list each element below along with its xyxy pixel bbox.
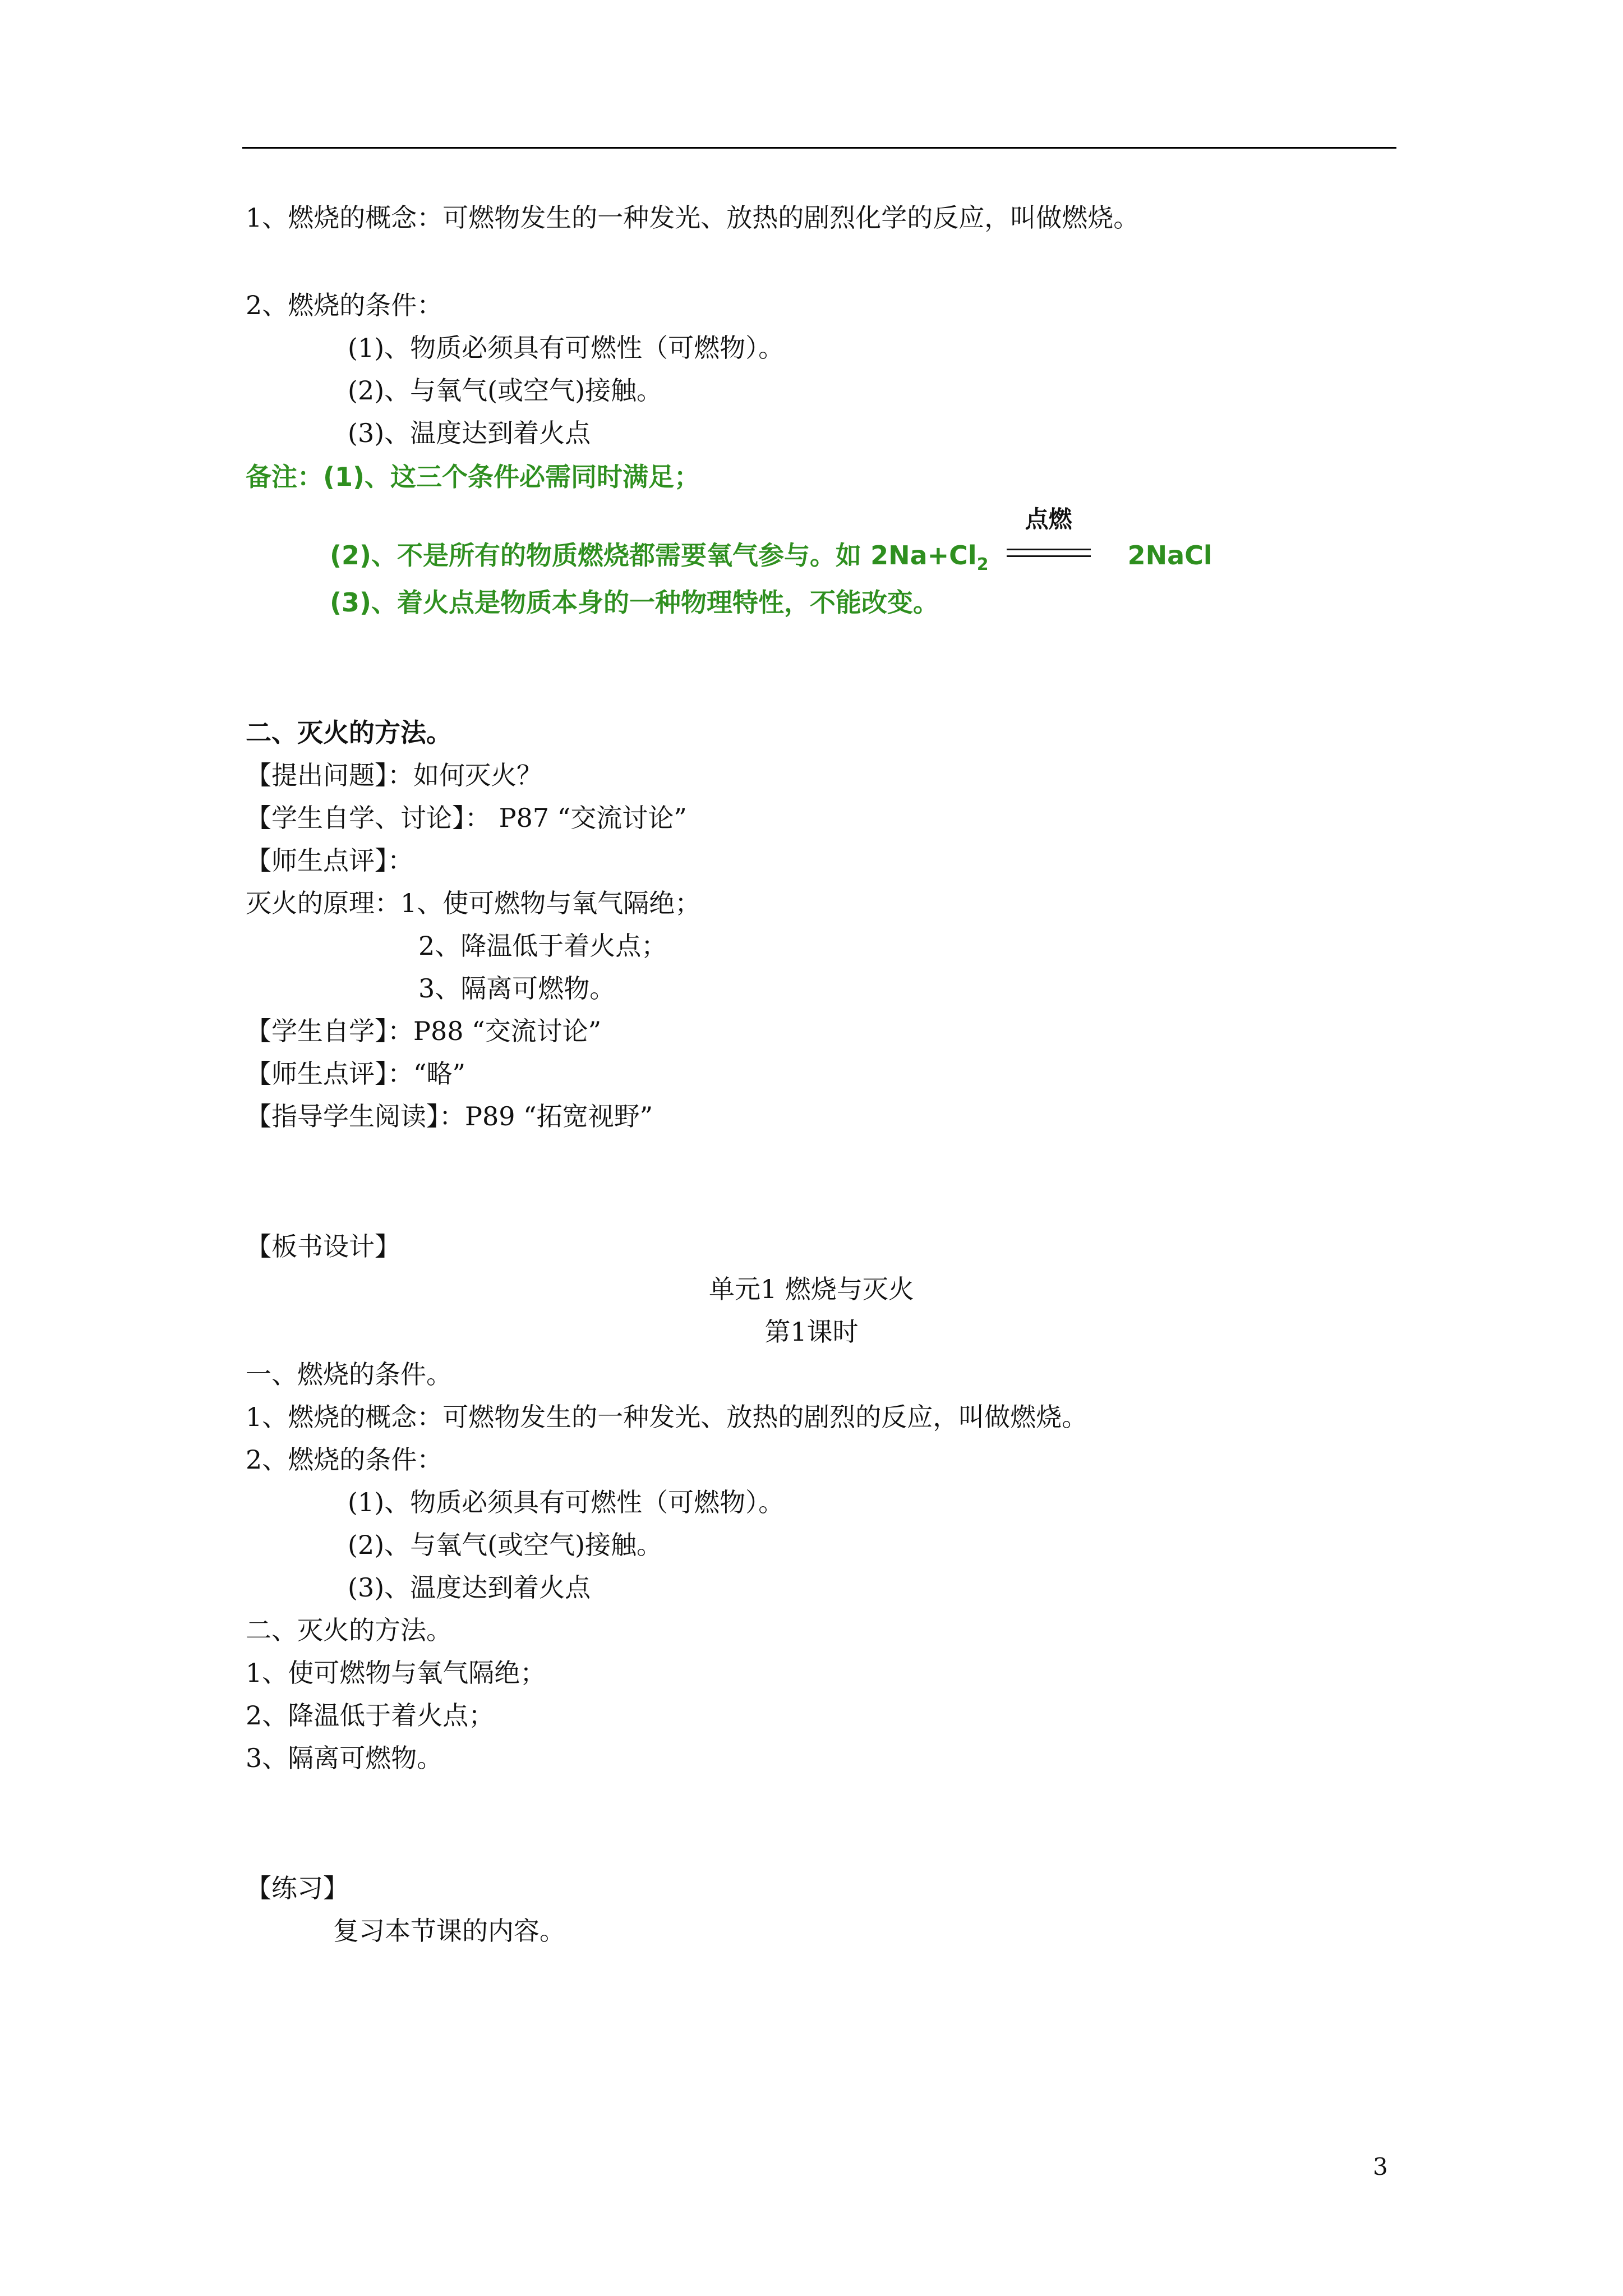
equals-line-top bbox=[1007, 549, 1091, 550]
lesson-title: 第1课时 bbox=[764, 1317, 859, 1347]
board-method: 二、灭火的方法。 bbox=[246, 1615, 452, 1645]
extinguish-principle-3: 3、隔离可燃物。 bbox=[418, 973, 616, 1004]
board-condition: (2)、与氧气(或空气)接触。 bbox=[348, 1530, 663, 1560]
board-method: 2、降温低于着火点； bbox=[246, 1700, 495, 1731]
header-rule bbox=[242, 147, 1396, 149]
extinguish-principle-2: 2、降温低于着火点； bbox=[418, 931, 667, 961]
board-condition: (3)、温度达到着火点 bbox=[348, 1572, 591, 1603]
practice-content: 复习本节课的内容。 bbox=[333, 1916, 565, 1946]
condition-item: (2)、与氧气(或空气)接触。 bbox=[348, 375, 663, 406]
board-condition: (1)、物质必须具有可燃性（可燃物）。 bbox=[348, 1487, 785, 1517]
teacher-comment: 【师生点评】： bbox=[246, 845, 413, 876]
section-2-title: 二、灭火的方法。 bbox=[246, 717, 452, 748]
note-2 bbox=[330, 505, 1212, 581]
reaction-arrow bbox=[1007, 505, 1091, 573]
self-study-2: 【学生自学】：P88 “交流讨论” bbox=[246, 1016, 602, 1046]
note-3: (3)、着火点是物质本身的一种物理特性，不能改变。 bbox=[330, 587, 939, 618]
reaction-product: 2NaCl bbox=[1127, 540, 1212, 570]
guide-reading: 【指导学生阅读】：P89 “拓宽视野” bbox=[246, 1101, 653, 1131]
unit-title: 单元1 燃烧与灭火 bbox=[709, 1274, 914, 1304]
board-heading: 【板书设计】 bbox=[246, 1231, 400, 1262]
board-item: 1、燃烧的概念：可燃物发生的一种发光、放热的剧烈的反应，叫做燃烧。 bbox=[246, 1402, 1088, 1432]
combustion-conditions-title: 2、燃烧的条件： bbox=[246, 290, 443, 320]
ignite-condition: 点燃 bbox=[1025, 505, 1072, 533]
condition-item: (1)、物质必须具有可燃性（可燃物）。 bbox=[348, 333, 785, 363]
question-prompt: 【提出问题】：如何灭火？ bbox=[246, 760, 542, 790]
condition-item: (3)、温度达到着火点 bbox=[348, 418, 591, 448]
equals-line-bottom bbox=[1007, 555, 1091, 557]
note-1: 备注：(1)、这三个条件必需同时满足； bbox=[246, 462, 700, 492]
self-study-discussion: 【学生自学、讨论】： P87 “交流讨论” bbox=[246, 803, 687, 833]
board-method: 1、使可燃物与氧气隔绝； bbox=[246, 1658, 546, 1688]
page-number: 3 bbox=[1373, 2153, 1388, 2180]
extinguish-principle-1: 灭火的原理：1、使可燃物与氧气隔绝； bbox=[246, 888, 701, 918]
board-item: 2、燃烧的条件： bbox=[246, 1444, 443, 1475]
teacher-comment-2: 【师生点评】：“略” bbox=[246, 1059, 466, 1089]
combustion-concept: 1、燃烧的概念：可燃物发生的一种发光、放热的剧烈化学的反应，叫做燃烧。 bbox=[246, 203, 1140, 233]
board-item: 一、燃烧的条件。 bbox=[246, 1359, 452, 1389]
practice-heading: 【练习】 bbox=[246, 1873, 349, 1903]
note-2-text: (2)、不是所有的物质燃烧都需要氧气参与。如 2Na+Cl bbox=[330, 540, 977, 570]
board-method: 3、隔离可燃物。 bbox=[246, 1743, 443, 1773]
chlorine-subscript: 2 bbox=[976, 555, 989, 575]
